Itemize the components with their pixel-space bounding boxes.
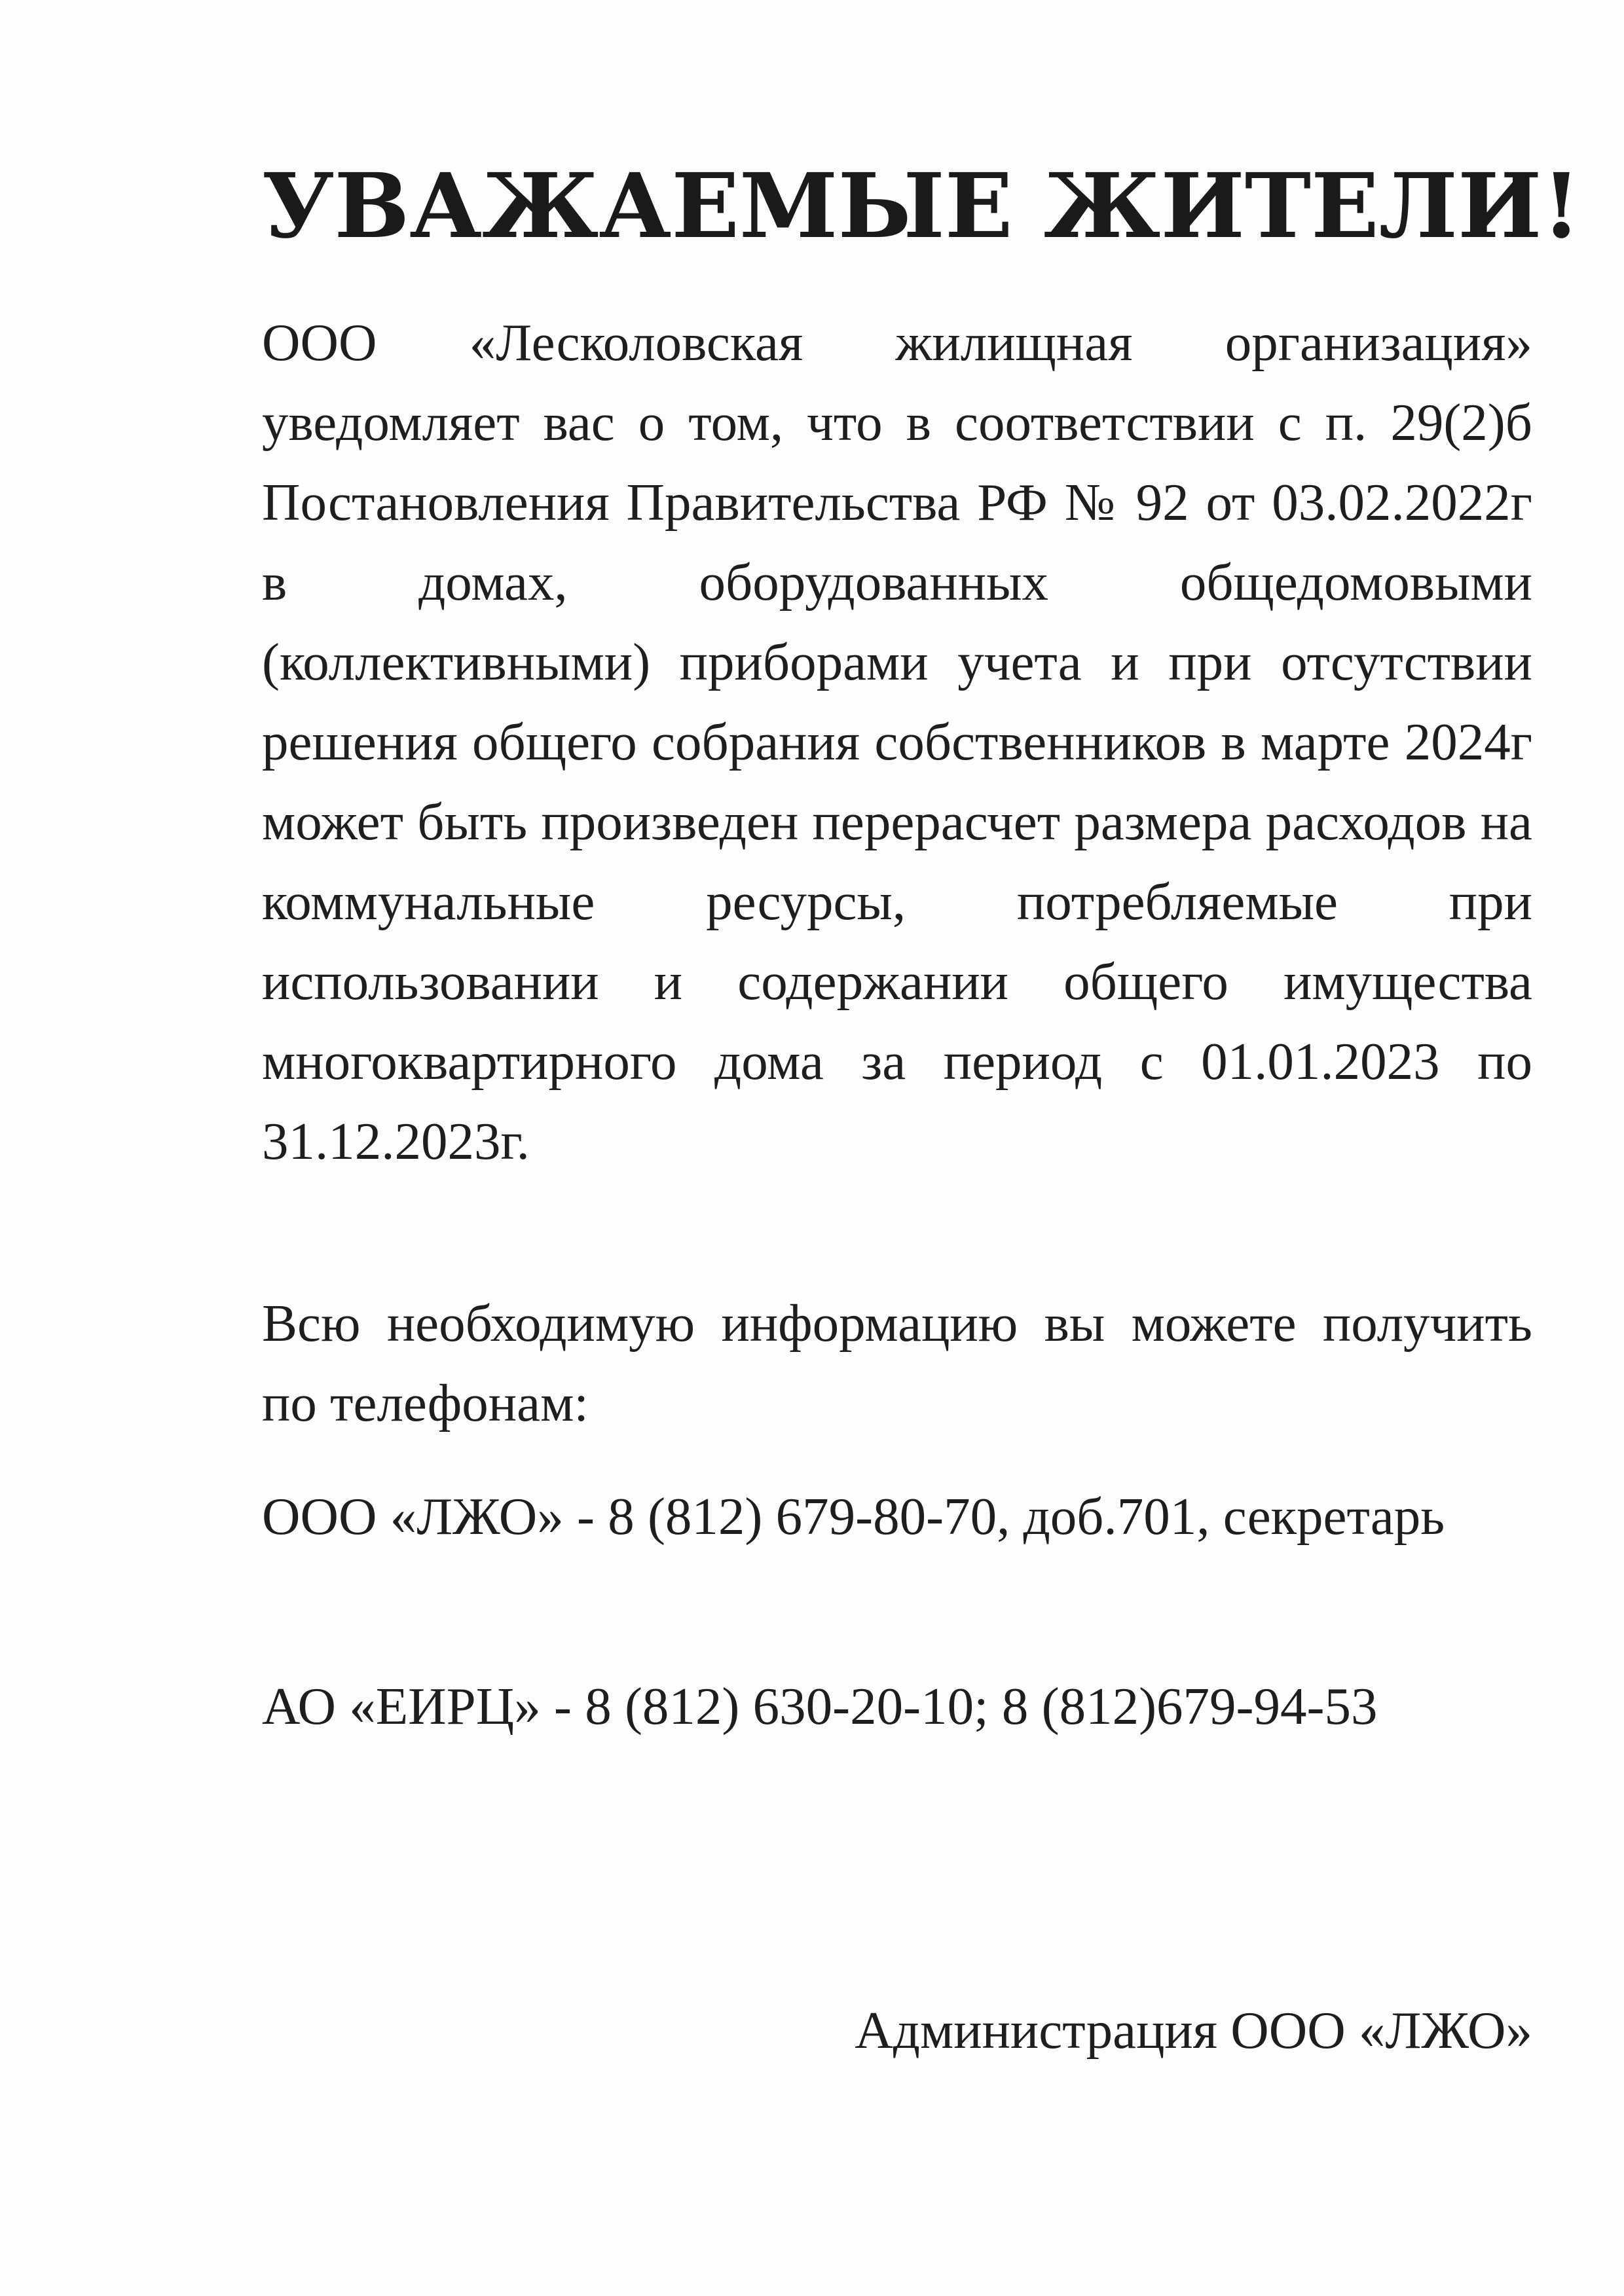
contact-eirc: АО «ЕИРЦ» - 8 (812) 630-20-10; 8 (812)679-94-53 [262, 1677, 1378, 1736]
contact-ljo: ООО «ЛЖО» - 8 (812) 679-80-70, доб.701, секретарь [262, 1487, 1445, 1546]
notice-body-paragraph: ООО «Лесколовская жилищная организация» уведомляет вас о том, что в соответствии с п. 29(2)б Постановления Правительства РФ № 92 от 03.02.2022г в домах, оборудованных общедомовыми (коллективными) приборами учета и при отсутствии решения общего собрания собственников в марте 2024г может быть произведен перерасчет размера расходов на коммунальные ресурсы, потребляемые при использовании и содержании общего имущества многоквартирного дома за период с 01.01.2023 по 31.12.2023г. [262, 313, 1532, 1171]
info-paragraph: Всю необходимую информацию вы можете получить по телефонам: [262, 1294, 1532, 1432]
notice-title: УВАЖАЕМЫЕ ЖИТЕЛИ! [262, 154, 1581, 259]
signature: Администрация ООО «ЛЖО» [855, 2001, 1532, 2060]
